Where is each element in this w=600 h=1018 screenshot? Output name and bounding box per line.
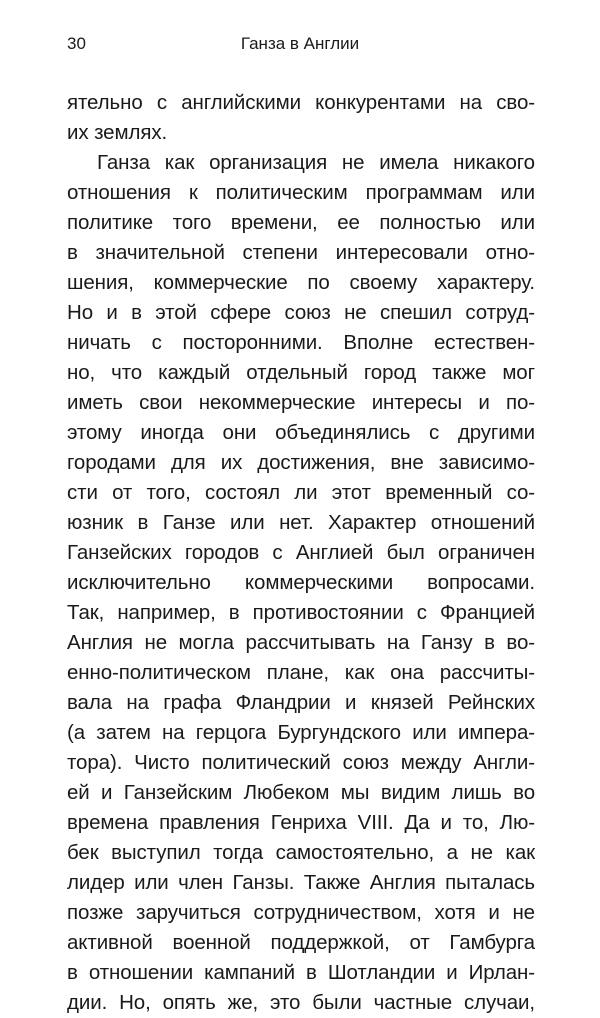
text-line: отношения к политическим программам или <box>67 181 535 204</box>
text-line: енно-политическом плане, как она рассчиты- <box>67 661 535 684</box>
text-line: в отношении кампаний в Шотландии и Ирлан- <box>67 961 535 984</box>
page-number: 30 <box>67 34 86 53</box>
text-line: позже заручиться сотрудничеством, хотя и не <box>67 901 535 924</box>
text-line: бек выступил тогда самостоятельно, а не как <box>67 841 535 864</box>
text-line: в значительной степени интересовали отно- <box>67 241 535 264</box>
text-line: тора). Чисто политический союз между Англи- <box>67 751 535 774</box>
text-line: но, что каждый отдельный город также мог <box>67 361 535 384</box>
text-line: Так, например, в противостоянии с Францией <box>67 601 535 624</box>
text-line: Но и в этой сфере союз не спешил сотруд- <box>67 301 535 324</box>
text-line: времена правления Генриха VIII. Да и то, Лю- <box>67 811 535 834</box>
text-line: лидер или член Ганзы. Также Англия пыталась <box>67 871 535 894</box>
text-line: дии. Но, опять же, это были частные случаи, <box>67 991 535 1014</box>
text-line: вала на графа Фландрии и князей Рейнских <box>67 691 535 714</box>
text-line: ятельно с английскими конкурентами на сво- <box>67 91 535 114</box>
text-line: городами для их достижения, вне зависимо- <box>67 451 535 474</box>
text-line: их землях. <box>67 121 168 144</box>
text-line: ей и Ганзейским Любеком мы видим лишь во <box>67 781 535 804</box>
text-line: этому иногда они объединялись с другими <box>67 421 535 444</box>
body-text <box>67 88 535 1018</box>
text-line: активной военной поддержкой, от Гамбурга <box>67 931 535 954</box>
text-line: юзник в Ганзе или нет. Характер отношений <box>67 511 535 534</box>
text-line: (а затем на герцога Бургундского или импера- <box>67 721 535 744</box>
text-line: исключительно коммерческими вопросами. <box>67 571 535 594</box>
text-line: Ганзейских городов с Англией был ограничен <box>67 541 535 564</box>
text-line: шения, коммерческие по своему характеру. <box>67 271 535 294</box>
text-line: Ганза как организация не имела никакого <box>97 151 535 174</box>
text-line: Англия не могла рассчитывать на Ганзу в во- <box>67 631 535 654</box>
text-line: иметь свои некоммерческие интересы и по- <box>67 391 535 414</box>
running-title: Ганза в Англии <box>240 34 360 53</box>
text-line: политике того времени, ее полностью или <box>67 211 535 234</box>
text-line: сти от того, состоял ли этот временный со- <box>67 481 535 504</box>
text-line: ничать с посторонними. Вполне естествен- <box>67 331 535 354</box>
